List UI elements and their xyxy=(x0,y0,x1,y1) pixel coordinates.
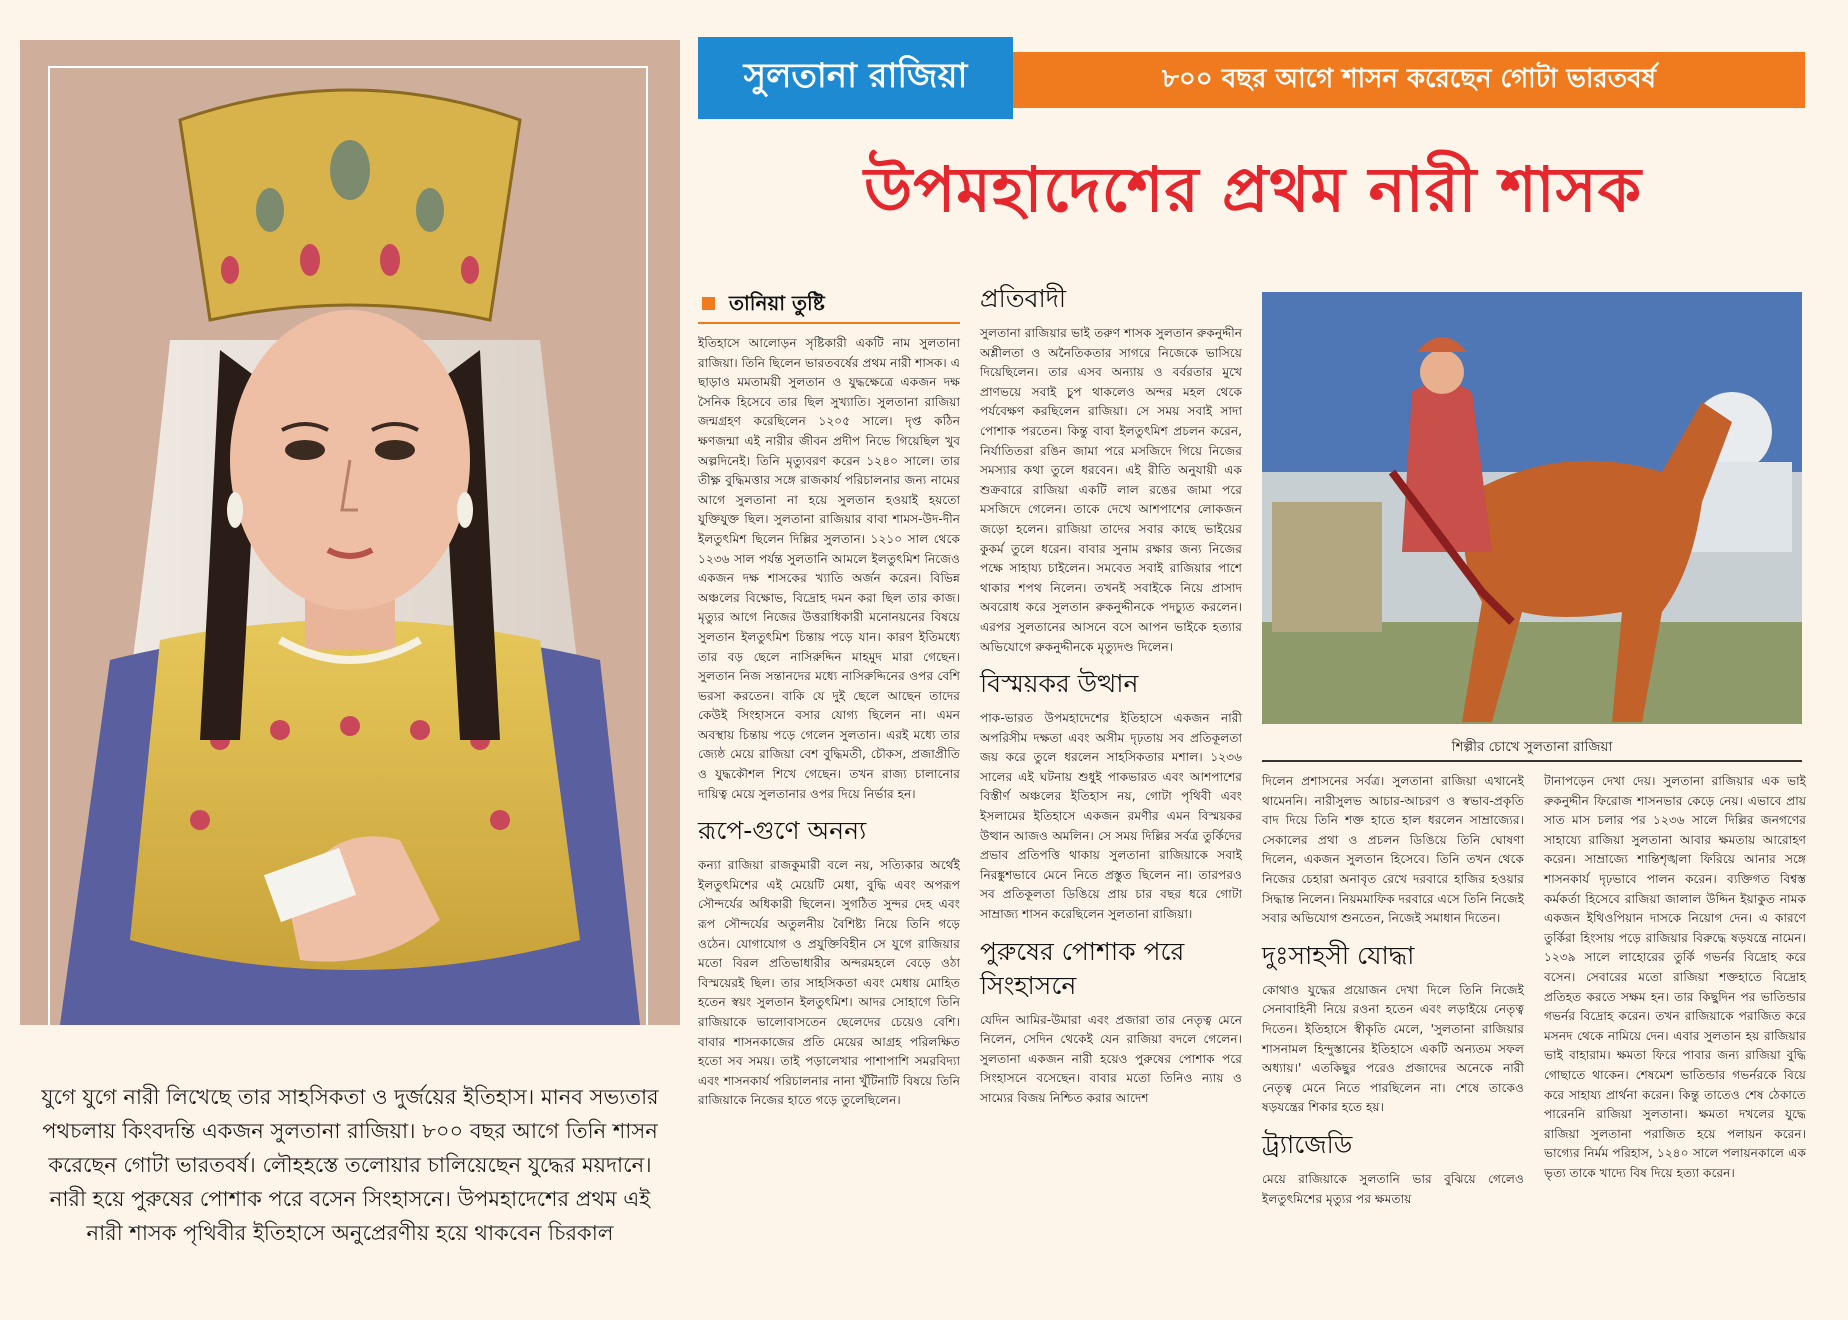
intro-paragraph: যুগে যুগে নারী লিখেছে তার সাহসিকতা ও দুর্জয়ের ইতিহাস। মানব সভ্যতার পথচলায় কিংবদন্তি একজন সুলতানা রাজিয়া। ৮০০ বছর আগে তিনি শাসন করেছেন গোটা ভারতবর্ষ। লৌহহস্তে তলোয়ার চালিয়েছেন যুদ্ধের ময়দানে। নারী হয়ে পুরুষের পোশাক পরে বসেন সিংহাসনে। উপমহাদেশের প্রথম এই নারী শাসক পৃথিবীর ইতিহাসে অনুপ্রেরণীয় হয়ে থাকবেন চিরকাল xyxy=(41,1085,659,1245)
column-4 xyxy=(1544,772,1806,1312)
article-paragraph: টানাপড়েন দেখা দেয়। সুলতানা রাজিয়ার এক ভাই রুকনুদ্দীন ফিরোজ শাসনভার কেড়ে নেয়। এভাবে প্রায় সাত মাস চলার পর ১২৩৬ সালে দিল্লির জনগণের সাহায্যে রাজিয়া সুলতানা আবার ক্ষমতায় আরোহণ করেন। সাম্রাজ্যে শান্তিশৃঙ্খলা ফিরিয়ে আনার সঙ্গে শাসনকার্য দৃঢ়ভাবে পালন করেন। ব্যক্তিগত বিশ্বস্ত কর্মকর্তা হিসেবে রাজিয়া জালাল উদ্দিন ইয়াকুত নামক একজন ইথিওপিয়ান দাসকে নিয়োগ দেন। এ কারণে তুর্কিরা হিংসায় পড়ে রাজিয়ার বিরুদ্ধে ষড়যন্ত্রে নামেন। ১২৩৯ সালে লাহোরের তুর্কি গভর্নর বিদ্রোহ করে বসেন। সেবারের মতো রাজিয়া শক্তহাতে বিদ্রোহ প্রতিহত করতে সক্ষম হন। তার কিছুদিন পর ভাতিন্ডার গভর্নর বিদ্রোহ করেন। তখন রাজিয়াকে পরাজিত করে মসনদ থেকে নামিয়ে দেন। এবার সুলতান হয় রাজিয়ার ভাই বাহারাম। ক্ষমতা ফিরে পাবার জন্য রাজিয়া বুদ্ধি গোছাতে থাকেন। শেষমেশ ভাতিন্ডার গভর্নরকে বিয়ে করে সাহায্য প্রার্থনা করেন। কিন্তু তাতেও শেষ ঠেকাতে পারেননি রাজিয়া সুলতানা। ক্ষমতা দখলের যুদ্ধে রাজিয়া সুলতানা পরাজিত হয়ে পলায়ন করেন। ভাগ্যের নির্মম পরিহাস, ১২৪০ সালে পলায়নকালে এক ভৃত্য তাকে খাদ্যে বিষ দিয়ে হত্যা করেন। xyxy=(1544,774,1806,1180)
article-paragraph: পাক-ভারত উপমহাদেশের ইতিহাসে একজন নারী অপরিসীম দক্ষতা এবং অসীম দৃঢ়তায় সব প্রতিকূলতা জয় করে তুলে ধরলেন সাহসিকতার মশাল। ১২৩৬ সালের এই ঘটনায় শুধুই পাকভারত এবং আশপাশের বিস্তীর্ণ অঞ্চলের ইতিহাস নয়, গোটা পৃথিবী এবং ইসলামের ইতিহাসে একজন রমণীর এমন বিস্ময়কর উত্থান আজও অমলিন। সে সময় দিল্লির সর্বত্র তুর্কিদের প্রভাব প্রতিপত্তি থাকায় সুলতানা রাজিয়াকে সবাই নিরঙ্কুশভাবে মেনে নিতে প্রস্তুত ছিলেন না। তারপরও সব প্রতিকূলতা ডিঙিয়ে প্রায় চার বছর ধরে গোটা সাম্রাজ্য শাসন করেছিলেন সুলতানা রাজিয়া। xyxy=(980,711,1242,922)
article-paragraph: কন্যা রাজিয়া রাজকুমারী বলে নয়, সত্যিকার অর্থেই ইলতুৎমিশের এই মেয়েটি মেধা, বুদ্ধি এবং অপরূপ সৌন্দর্যের অধিকারী ছিলেন। সুগঠিত সুন্দর দেহ এবং রূপ সৌন্দর্যের অতুলনীয় বৈশিষ্ট্য নিয়ে তিনি গড়ে ওঠেন। যোগাযোগ ও প্রযুক্তিবিহীন সে যুগে রাজিয়ার মতো বিরল প্রতিভাধারীর অন্দরমহলে বেড়ে ওঠা বিস্ময়েরই ছিল। তার সাহসিকতা এবং মেধায় মোহিত হতেন স্বয়ং সুলতান ইলতুৎমিশ। আদর সোহাগে তিনি রাজিয়াকে ভালোবাসতেন ছেলেদের চেয়েও বেশি। বাবার শাসনকাজের প্রতি মেয়ের আগ্রহ পরিলক্ষিত হতো সব সময়। তাই পড়ালেখার পাশাপাশি সমরবিদ্যা এবং শাসনকার্য পরিচালনার নানা খুঁটিনাটি বিষয়ে তিনি রাজিয়াকে নিজের হাতে গড়ে তুলেছিলেন। xyxy=(698,858,960,1108)
article-paragraph: যেদিন আমির-উমারা এবং প্রজারা তার নেতৃত্ব মেনে নিলেন, সেদিন থেকেই যেন রাজিয়া বদলে গেলেন। সুলতানা একজন নারী হয়েও পুরুষের পোশাক পরে সিংহাসনে বসেছেন। বাবার মতো তিনিও ন্যায় ও সাম্যের বিজয় নিশ্চিত করার আদেশ xyxy=(980,1012,1242,1105)
article-paragraph: সুলতানা রাজিয়ার ভাই তরুণ শাসক সুলতান রুকনুদ্দীন অশ্লীলতা ও অনৈতিকতার সাগরে নিজেকে ভাসিয়ে দিয়েছিলেন। তার এসব অন্যায় ও বর্বরতার মুখে প্রাণভয়ে সবাই চুপ থাকলেও অন্দর মহল থেকে পর্যবেক্ষণ করছিলেন রাজিয়া। সে সময় সবাই সাদা পোশাক পরতেন। কিন্তু বাবা ইলতুৎমিশ প্রচলন করেন, নির্যাতিতরা রঙিন জামা পরে মসজিদে গিয়ে নিজের সমস্যার কথা তুলে ধরবেন। এই রীতি অনুযায়ী এক শুক্রবারে রাজিয়া একটি লাল রঙের জামা পরে মসজিদে গেলেন। তাকে দেখে আশপাশের লোকজন জড়ো হলেন। রাজিয়া তাদের সবার কাছে ভাইয়ের কুকর্ম তুলে ধরেন। বাবার সুনাম রক্ষার জন্য নিজের পক্ষে সাহায্য চাইলেন। সমবেত সবাই রাজিয়ার পাশে থাকার শপথ নিলেন। তখনই সবাইকে নিয়ে প্রাসাদ অবরোধ করে সুলতান রুকনুদ্দীনকে পদচ্যুত করলেন। এরপর সুলতানের আসনে বসে আপন ভাইকে হত্যার অভিযোগে রুকনুদ্দীনকে মৃত্যুদণ্ড দিলেন। xyxy=(980,326,1242,654)
headline: উপমহাদেশের প্রথম নারী শাসক xyxy=(864,153,1642,226)
article-paragraph: কোথাও যুদ্ধের প্রয়োজন দেখা দিলে তিনি নিজেই সেনাবাহিনী নিয়ে রওনা হতেন এবং লড়াইয়ে নেতৃত্ব দিতেন। ইতিহাসে স্বীকৃতি মেলে, 'সুলতানা রাজিয়ার শাসনামল হিন্দুস্তানের ইতিহাসে একটি অন্যতম সফল অধ্যায়।' এতকিছুর পরেও প্রজাদের অনেকে নারী নেতৃত্ব মেনে নিতে পারছিলেন না। শেষে তাকেও ষড়যন্ত্রের শিকার হতে হয়। xyxy=(1262,982,1524,1115)
subheading: দুঃসাহসী যোদ্ধা xyxy=(1262,940,1415,970)
illustration-image xyxy=(1262,292,1802,724)
horse-rider-illustration xyxy=(1262,292,1802,724)
column-3 xyxy=(1262,772,1524,1312)
portrait-frame xyxy=(48,66,648,1025)
byline-square-icon xyxy=(702,297,715,310)
portrait-image xyxy=(20,40,680,1025)
subheading: পুরুষের পোশাক পরে সিংহাসনে xyxy=(980,936,1185,1000)
article-paragraph: দিলেন প্রশাসনের সর্বত্র। সুলতানা রাজিয়া এখানেই থামেননি। নারীসুলভ আচার-আচরণ ও স্বভাব-প্রকৃতি বাদ দিয়ে তিনি শক্ত হাতে হাল ধরলেন সাম্রাজ্যের। সেকালের প্রথা ও প্রচলন ডিঙিয়ে তিনি ঘোষণা দিলেন, একজন সুলতান হিসেবে। তিনি তখন থেকে নিজের চেহারা অনাবৃত রেখে দরবারে হাজির হওয়ার সিদ্ধান্ত নিলেন। নিয়মমাফিক দরবারে এসে তিনি নিজেই সবার অভিযোগ শুনতেন, নিজেই সমাধান দিতেন। xyxy=(1262,774,1524,926)
byline-author: তানিয়া তুষ্টি xyxy=(729,291,825,315)
column-2 xyxy=(980,282,1242,1312)
subheading: প্রতিবাদী xyxy=(980,284,1067,313)
byline xyxy=(698,288,960,324)
article-paragraph: মেয়ে রাজিয়াকে সুলতানি ভার বুঝিয়ে গেলেও ইলতুৎমিশের মৃত্যুর পর ক্ষমতায় xyxy=(1262,1171,1524,1206)
image-caption: শিল্পীর চোখে সুলতানা রাজিয়া xyxy=(1262,732,1802,762)
subheading: ট্র্যাজেডি xyxy=(1262,1129,1353,1159)
subheading: বিস্ময়কর উত্থান xyxy=(980,669,1139,699)
title-banner: সুলতানা রাজিয়া xyxy=(698,37,1013,119)
subheading: রূপে-গুণে অনন্য xyxy=(698,816,867,846)
article-paragraph: ইতিহাসে আলোড়ন সৃষ্টিকারী একটি নাম সুলতানা রাজিয়া। তিনি ছিলেন ভারতবর্ষের প্রথম নারী শাসক। এ ছাড়াও মমতাময়ী সুলতান ও যুদ্ধক্ষেত্রে একজন দক্ষ সৈনিক হিসেবে তার ছিল সুখ্যাতি। সুলতানা রাজিয়া জন্মগ্রহণ করেছিলেন ১২০৫ সালে। দৃপ্ত কঠিন ক্ষণজন্মা এই নারীর জীবন প্রদীপ নিভে গিয়েছিল খুব অল্পদিনেই। তিনি মৃত্যুবরণ করেন ১২৪০ সালে। তার তীক্ষ্ণ বুদ্ধিমত্তার সঙ্গে রাজকার্য পরিচালনার জন্য নামের আগে সুলতানা না হয়ে সুলতান হওয়াই হয়তো যুক্তিযুক্ত ছিল। সুলতানা রাজিয়ার বাবা শামস-উদ-দীন ইলতুৎমিশ ছিলেন দিল্লির সুলতান। ১২১০ সাল থেকে ১২৩৬ সাল পর্যন্ত সুলতানি আমলে ইলতুৎমিশ নিজেও একজন দক্ষ শাসকের খ্যাতি অর্জন করেন। বিভিন্ন অঞ্চলের বিক্ষোভ, বিদ্রোহ দমন করা ছিল তার কাজ। মৃত্যুর আগে নিজের উত্তরাধিকারী মনোনয়নের বিষয়ে সুলতান ইলতুৎমিশ চিন্তায় পড়ে যান। কারণ ইতিমধ্যে তার বড় ছেলে নাসিরুদ্দিন মাহমুদ মারা গেছেন। সুলতান নিজ সন্তানদের মধ্যে নাসিরুদ্দিনের ওপর বেশি ভরসা করতেন। বাকি যে দুই ছেলে আছেন তাদের কেউই সিংহাসনে বসার যোগ্য ছিলেন না। এমন অবস্থায় চিন্তায় পড়ে গেলেন সুলতান। এরই মধ্যে তার জ্যেষ্ঠ মেয়ে রাজিয়া বেশ বুদ্ধিমতী, চৌকস, প্রজাপ্রীতি ও যুদ্ধকৌশল শিখে গেছেন। তখন রাজ্য চালানোর দায়িত্ব মেয়ে সুলতানার ওপর দিয়ে নির্ভার হন। xyxy=(698,336,960,801)
column-1 xyxy=(698,288,960,1308)
tagline-banner: ৮০০ বছর আগে শাসন করেছেন গোটা ভারতবর্ষ xyxy=(1013,52,1805,108)
